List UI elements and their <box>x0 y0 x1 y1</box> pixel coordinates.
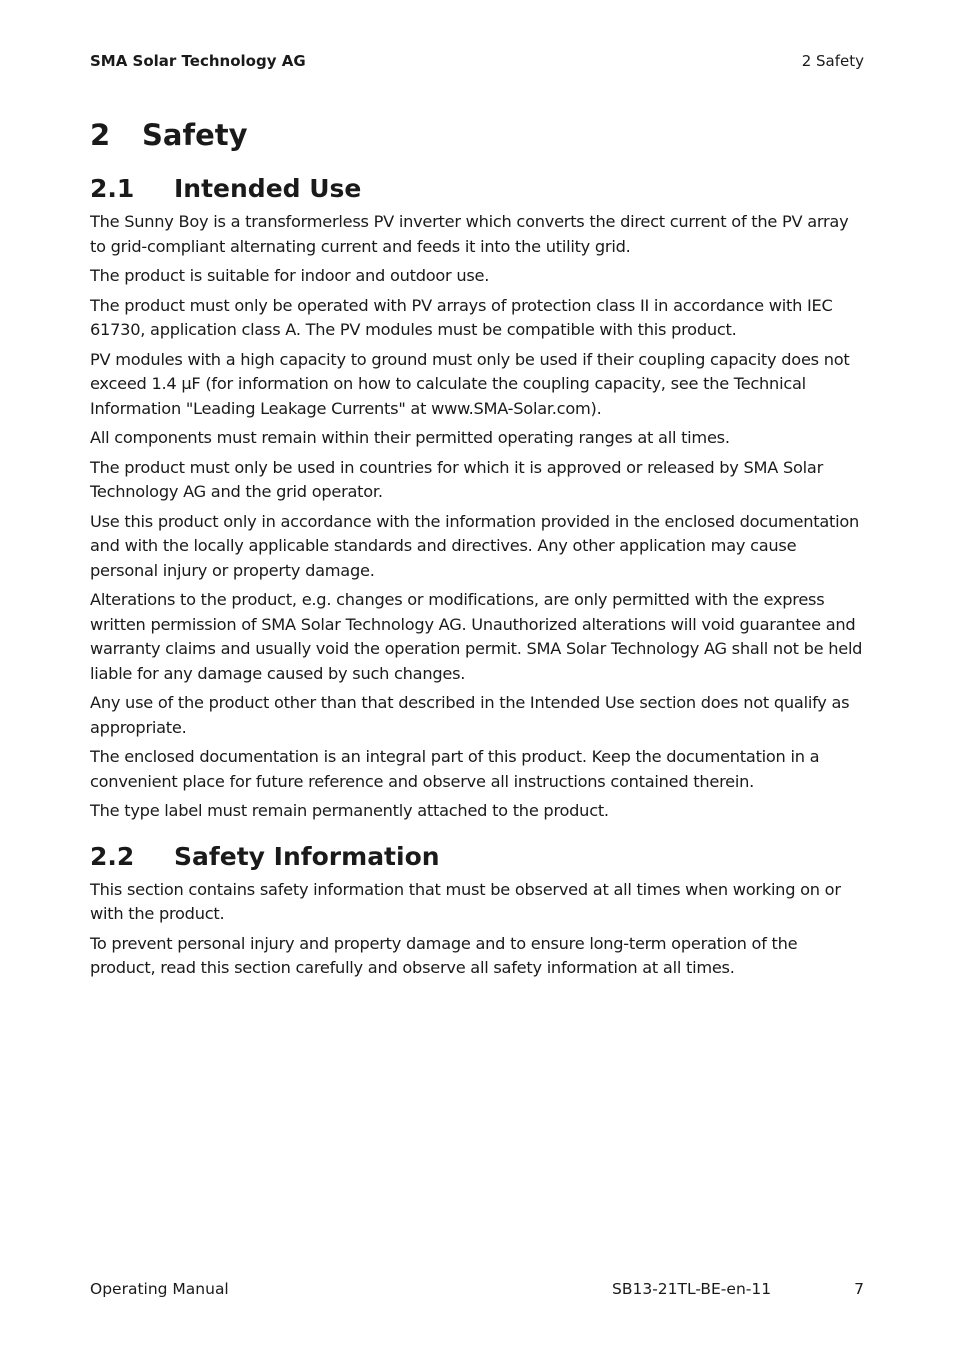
section-intended-use <box>90 172 865 824</box>
section-safety-information <box>90 840 865 981</box>
paragraph: Any use of the product other than that described in the Intended Use section does not qualify as appropriate. <box>90 693 850 737</box>
header-chapter: 2 Safety <box>801 52 864 70</box>
paragraph: The product must only be used in countries for which it is approved or released by SMA Solar Technology AG and the grid operator. <box>90 457 823 501</box>
header-company: SMA Solar Technology AG <box>90 52 306 70</box>
chapter-title: Safety <box>142 118 248 152</box>
section-heading <box>90 172 865 206</box>
page-header <box>90 52 864 74</box>
paragraph: The product must only be operated with PV arrays of protection class II in accordance with IEC 61730, application class A. The PV modules must be compatible with this product. <box>90 295 833 339</box>
page-content <box>90 116 865 986</box>
paragraph: Use this product only in accordance with the information provided in the enclosed documentation and with the locally applicable standards and directives. Any other application may cause personal injury or property damage. <box>90 511 859 580</box>
paragraph: To prevent personal injury and property damage and to ensure long-term operation of the product, read this section carefully and observe all safety information at all times. <box>90 933 798 977</box>
section-heading <box>90 840 865 874</box>
chapter-heading <box>90 116 865 154</box>
paragraph: The type label must remain permanently attached to the product. <box>90 801 609 820</box>
paragraph: The enclosed documentation is an integral part of this product. Keep the documentation in a convenient place for future reference and observe all instructions contained therein. <box>90 747 820 791</box>
paragraph: Alterations to the product, e.g. changes or modifications, are only permitted with the express written permission of SMA Solar Technology AG. Unauthorized alterations will void guarantee and warranty claims and usually void the operation permit. SMA Solar Technology AG shall not be held liable for any damage caused by such changes. <box>90 590 863 683</box>
section-number: 2.2 <box>90 841 135 871</box>
page-footer <box>90 1280 864 1302</box>
paragraph: The Sunny Boy is a transformerless PV inverter which converts the direct current of the PV array to grid-compliant alternating current and feeds it into the utility grid. <box>90 212 849 256</box>
paragraph: All components must remain within their permitted operating ranges at all times. <box>90 428 730 447</box>
paragraph: PV modules with a high capacity to ground must only be used if their coupling capacity does not exceed 1.4 μF (for information on how to calculate the coupling capacity, see the Technical Information "Leading Leakage Currents" at www.SMA-Solar.com). <box>90 349 850 418</box>
section-title: Safety Information <box>174 841 440 871</box>
chapter-number: 2 <box>90 118 111 152</box>
section-number: 2.1 <box>90 174 135 203</box>
paragraph: The product is suitable for indoor and outdoor use. <box>90 266 490 285</box>
page-number: 7 <box>854 1280 864 1298</box>
footer-manual-title: Operating Manual <box>90 1280 229 1298</box>
paragraph: This section contains safety information that must be observed at all times when working on or with the product. <box>90 879 841 923</box>
footer-doc-id: SB13-21TL-BE-en-11 <box>612 1280 772 1298</box>
section-title: Intended Use <box>174 174 362 203</box>
